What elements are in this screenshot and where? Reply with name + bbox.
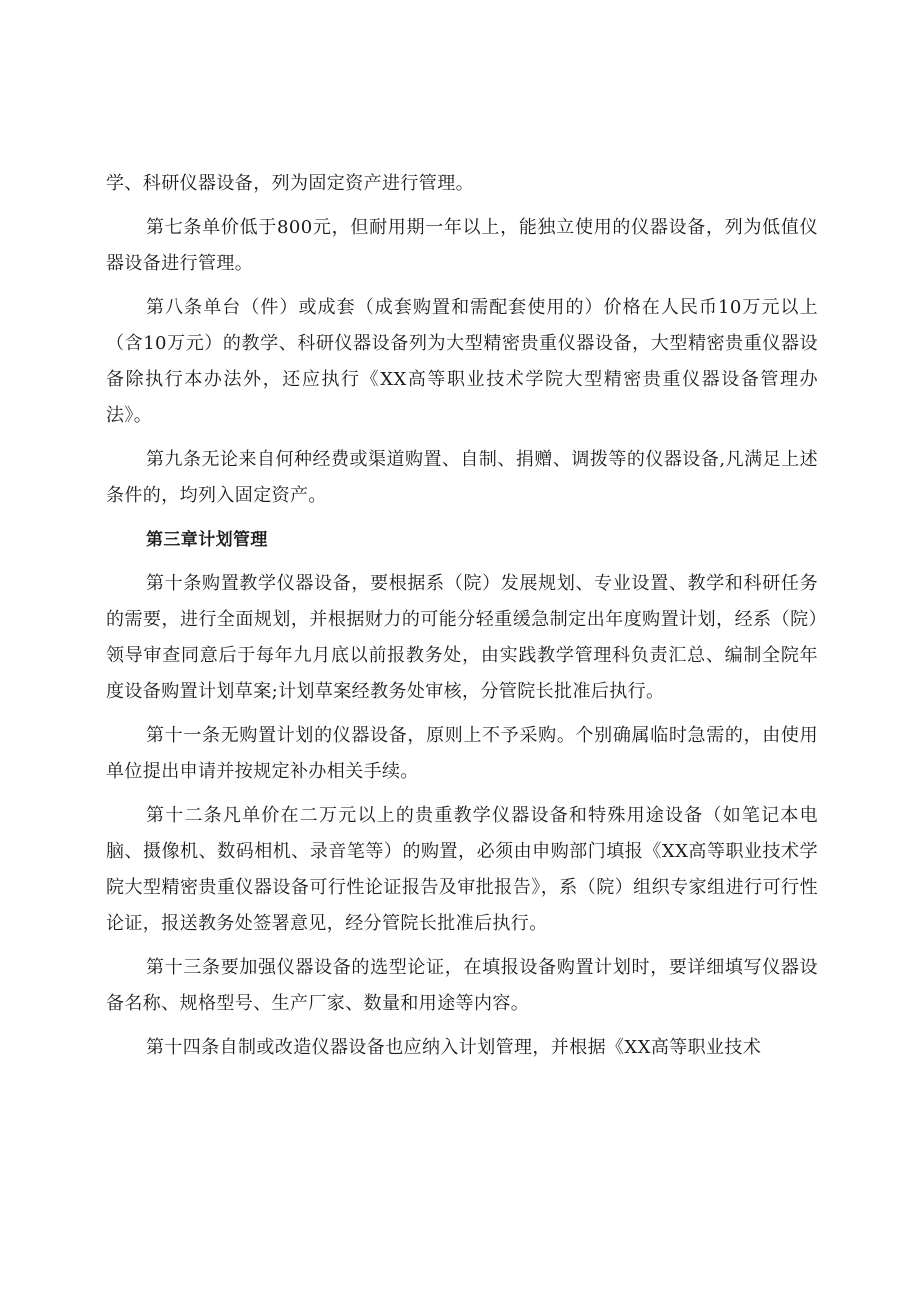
paragraph-article-11: 第十一条无购置计划的仪器设备，原则上不予采购。个别确属临时急需的，由使用单位提出申请并按规定补办相关手续。	[106, 725, 818, 782]
paragraph-continuation: 学、科研仪器设备，列为固定资产进行管理。	[106, 173, 474, 194]
paragraph-article-12: 第十二条凡单价在二万元以上的贵重教学仪器设备和特殊用途设备（如笔记本电脑、摄像机、数码相机、录音笔等）的购置，必须由申购部门填报《XX高等职业技术学院大型精密贵重仪器设备可行性论证报告及审批报告》，系（院）组织专家组进行可行性论证，报送教务处签署意见，经分管院长批准后执行。	[106, 805, 818, 934]
chapter-heading: 第三章计划管理	[146, 530, 268, 550]
paragraph-article-13: 第十三条要加强仪器设备的选型论证，在填报设备购置计划时，要详细填写仪器设备名称、规格型号、生产厂家、数量和用途等内容。	[106, 957, 818, 1014]
document-page	[106, 166, 818, 1074]
paragraph-article-9: 第九条无论来自何种经费或渠道购置、自制、捐赠、调拨等的仪器设备,凡满足上述条件的，均列入固定资产。	[106, 449, 818, 506]
paragraph-article-10: 第十条购置教学仪器设备，要根据系（院）发展规划、专业设置、教学和科研任务的需要，进行全面规划，并根据财力的可能分轻重缓急制定出年度购置计划，经系（院）领导审查同意后于每年九月底以前报教务处，由实践教学管理科负责汇总、编制全院年度设备购置计划草案;计划草案经教务处审核，分管院长批准后执行。	[106, 573, 818, 702]
paragraph-article-8: 第八条单台（件）或成套（成套购置和需配套使用的）价格在人民币10万元以上（含10万元）的教学、科研仪器设备列为大型精密贵重仪器设备，大型精密贵重仪器设备除执行本办法外，还应执行《XX高等职业技术学院大型精密贵重仪器设备管理办法》。	[106, 297, 818, 426]
paragraph-article-7: 第七条单价低于800元，但耐用期一年以上，能独立使用的仪器设备，列为低值仪器设备进行管理。	[106, 217, 818, 274]
paragraph-article-14: 第十四条自制或改造仪器设备也应纳入计划管理，并根据《XX高等职业技术	[146, 1037, 762, 1058]
